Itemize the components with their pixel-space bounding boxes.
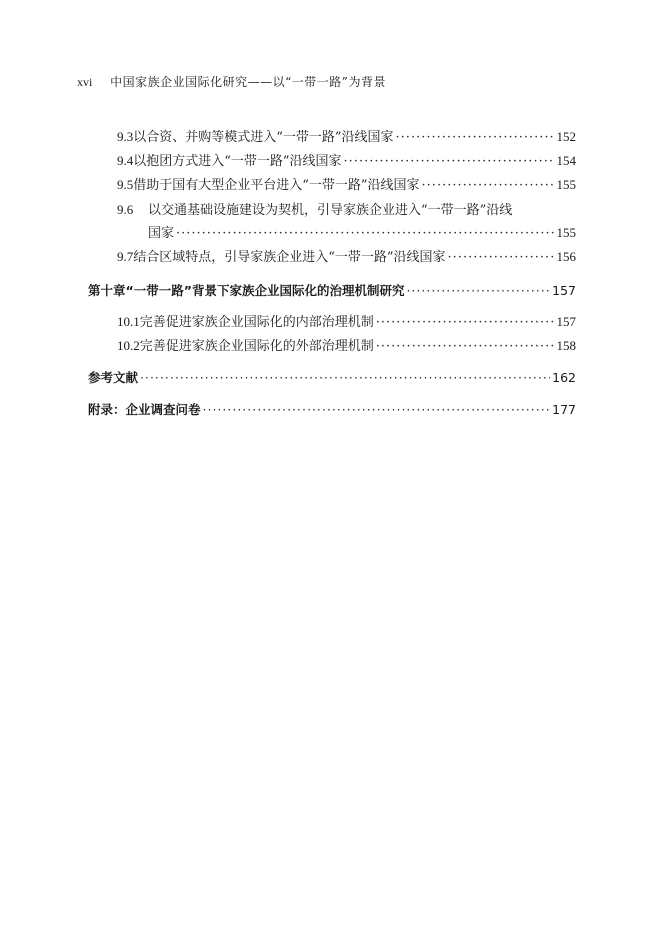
section-number: 9.7 xyxy=(117,249,134,264)
toc-entry-appendix[interactable] xyxy=(88,401,576,419)
dot-leader xyxy=(344,153,555,171)
toc-entry-10-2[interactable] xyxy=(117,337,576,356)
section-number: 9.6 xyxy=(117,202,134,217)
section-number: 9.5 xyxy=(117,177,134,192)
section-number: 10.2 xyxy=(117,338,140,353)
dot-leader xyxy=(203,401,551,419)
dot-leader xyxy=(406,282,550,300)
section-number: 9.3 xyxy=(117,129,134,144)
toc-entry-chapter-10[interactable] xyxy=(88,282,576,300)
toc-entry-10-1[interactable] xyxy=(117,313,576,332)
dot-leader xyxy=(140,369,550,387)
page-number: 152 xyxy=(556,129,576,144)
section-number: 10.1 xyxy=(117,314,140,329)
section-title: 借助于国有大型企业平台进入“一带一路”沿线国家 xyxy=(133,178,420,193)
header-page-number: xvi xyxy=(77,75,93,89)
dot-leader xyxy=(422,177,555,195)
chapter-number: 第十章 xyxy=(88,283,126,298)
toc-entry-9-3[interactable] xyxy=(117,128,576,147)
page-number: 177 xyxy=(552,402,576,417)
toc-entry-references[interactable] xyxy=(88,369,576,387)
chapter-title: “一带一路”背景下家族企业国际化的治理机制研究 xyxy=(125,283,405,298)
appendix-title: 附录：企业调查问卷 xyxy=(88,402,201,417)
page-number: 155 xyxy=(556,225,576,240)
dot-leader xyxy=(376,314,555,332)
dot-leader xyxy=(448,249,555,267)
section-title: 以合资、并购等模式进入“一带一路”沿线国家 xyxy=(133,130,394,145)
references-title: 参考文献 xyxy=(88,370,139,385)
dot-leader xyxy=(176,225,554,243)
section-title: 以交通基础设施建设为契机，引导家族企业进入“一带一路”沿线 xyxy=(148,203,513,218)
toc-entry-9-6[interactable] xyxy=(117,201,576,220)
section-title: 完善促进家族企业国际化的外部治理机制 xyxy=(139,339,374,354)
section-title-continued: 国家 xyxy=(148,226,175,241)
header-book-title: 中国家族企业国际化研究——以“一带一路”为背景 xyxy=(110,75,386,89)
toc-entry-9-5[interactable] xyxy=(117,176,576,195)
toc-entry-9-7[interactable] xyxy=(117,248,576,267)
section-title: 结合区域特点，引导家族企业进入“一带一路”沿线国家 xyxy=(133,250,446,265)
section-title: 完善促进家族企业国际化的内部治理机制 xyxy=(139,315,374,330)
toc-entry-9-4[interactable] xyxy=(117,152,576,171)
page-number: 158 xyxy=(556,338,576,353)
page-number: 154 xyxy=(556,153,576,168)
running-header xyxy=(77,73,386,90)
dot-leader xyxy=(376,338,555,356)
section-title: 以抱团方式进入“一带一路”沿线国家 xyxy=(133,154,342,169)
page-number: 155 xyxy=(556,177,576,192)
section-number: 9.4 xyxy=(117,153,134,168)
page-number: 156 xyxy=(556,249,576,264)
page-number: 162 xyxy=(552,370,576,385)
page-number: 157 xyxy=(556,314,576,329)
toc-entry-9-6-continued[interactable] xyxy=(148,224,576,243)
dot-leader xyxy=(396,129,555,147)
page-number: 157 xyxy=(552,283,576,298)
